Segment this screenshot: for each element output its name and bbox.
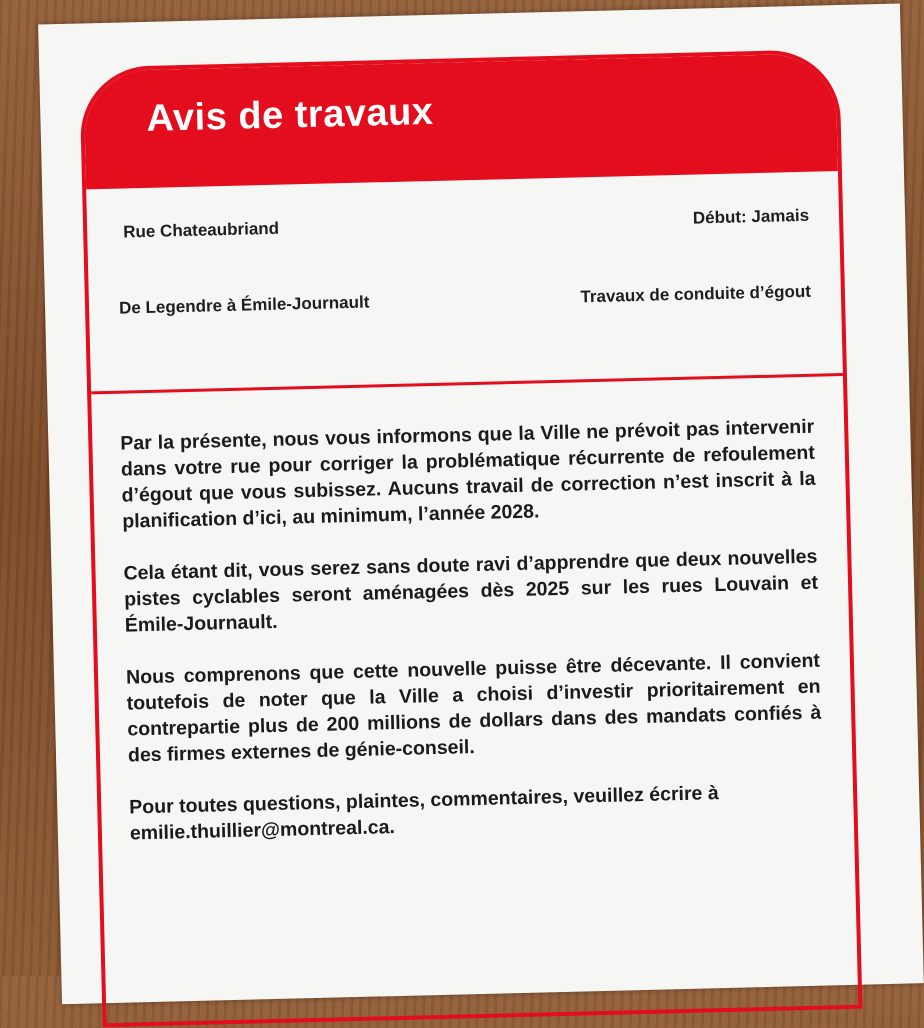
paragraph-4: Pour toutes questions, plaintes, commentaires, veuillez écrire à emilie.thuillier@montreal.ca.	[129, 782, 719, 845]
paragraph-3: Nous comprenons que cette nouvelle puisse être décevante. Il convient toutefois de noter que la Ville a choisi d’investir prioritairement en contrepartie plus de 200 millions de dollars dans des mandats confiés à des firmes externes de génie-conseil.	[125, 649, 822, 767]
street-range: De Legendre à Émile-Journault	[118, 292, 370, 318]
street-name: Rue Chateaubriand	[122, 218, 280, 242]
notice-title: Avis de travaux	[145, 90, 434, 140]
notice-body	[120, 414, 825, 873]
notice-paper	[38, 3, 924, 1004]
paragraph-1: Par la présente, nous vous informons que la Ville ne prévoit pas intervenir dans votre rue pour corriger la problématique récurrente de refoulement d’égout que vous subissez. Aucuns travail de correction n’est inscrit à la planification d’ici, au minimum, l’année 2028.	[120, 415, 816, 533]
start-date: Début: Jamais	[692, 205, 810, 228]
notice-frame	[79, 49, 862, 1027]
section-divider	[91, 373, 843, 394]
work-type: Travaux de conduite d’égout	[580, 281, 812, 307]
paragraph-2: Cela étant dit, vous serez sans doute ravi d’apprendre que deux nouvelles pistes cyclables seront aménagées dès 2025 sur les rues Louvain et Émile-Journault.	[123, 545, 819, 637]
notice-header	[83, 53, 838, 189]
